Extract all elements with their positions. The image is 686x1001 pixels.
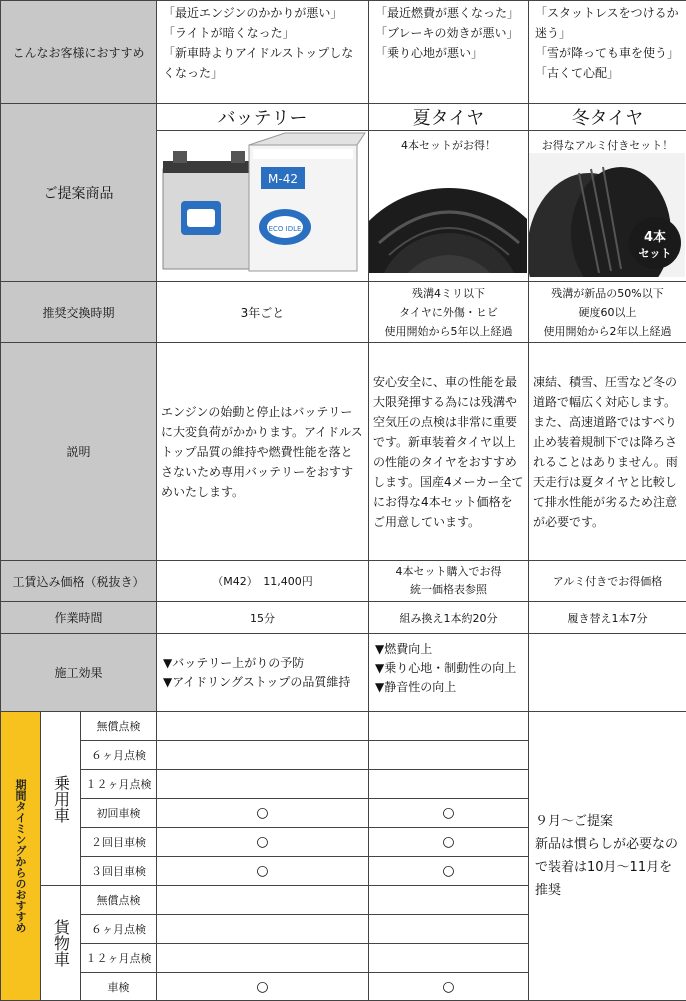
work-time-winter: 履き替え1本7分 (529, 602, 686, 634)
period-label (1, 712, 41, 1001)
effect-line: ▼バッテリー上がりの予防 (163, 654, 362, 673)
timing-mark-summer (369, 741, 529, 770)
timing-mark-summer (369, 770, 529, 799)
need-line: 「スタットレスをつけるか迷う」 (535, 3, 680, 43)
timing-mark-summer (369, 886, 529, 915)
need-line: 「雪が降っても車を使う」 (535, 43, 680, 63)
timing-label: 無償点検 (81, 886, 157, 915)
timing-mark-battery (157, 886, 369, 915)
product-image-summer (369, 131, 529, 282)
need-line: 「ライトが暗くなった」 (163, 23, 362, 43)
category-passenger (41, 712, 81, 886)
header-work-time: 作業時間 (1, 602, 157, 634)
price-line: 4本セット購入でお得 (369, 563, 528, 581)
interval-summer (369, 282, 529, 343)
description-summer: 安心安全に、車の性能を最大限発揮する為には残溝や空気圧の点検は非常に重要です。新車装着タイヤ以上の性能のタイヤをおすすめします。国産4メーカー全てにお得な4本セット価格をご用意しています。 (369, 343, 529, 561)
header-price: 工賃込み価格（税抜き） (1, 561, 157, 602)
header-effect: 施工効果 (1, 634, 157, 712)
product-image-winter (529, 131, 686, 282)
effect-winter (529, 634, 686, 712)
effect-summer (369, 634, 529, 712)
category-cargo (41, 886, 81, 1001)
description-winter: 凍結、積雪、圧雪など冬の道路で幅広く対応します。また、高速道路ではすべり止め装着規制下では降ろされることはありません。雨天走行は夏タイヤと比較して排水性能が劣るため注意が必要です。 (529, 343, 686, 561)
need-line: 「古くて心配」 (535, 63, 680, 83)
timing-label: ６ヶ月点検 (81, 741, 157, 770)
need-line: 「ブレーキの効きが悪い」 (375, 23, 522, 43)
timing-label: ３回目車検 (81, 857, 157, 886)
winter-note-line: ９月～ご提案 (535, 810, 680, 833)
battery-box-badge: ECO IDLE (269, 225, 302, 233)
timing-mark-battery: ○ (157, 857, 369, 886)
winter-tire-illustration (529, 153, 685, 277)
timing-mark-summer: ○ (369, 857, 529, 886)
header-products: ご提案商品 (1, 104, 157, 282)
interval-line: 使用開始から2年以上経過 (529, 322, 686, 341)
effect-line: ▼アイドリングストップの品質維持 (163, 673, 362, 692)
price-summer (369, 561, 529, 602)
winter-note-line: 新品は慣らしが必要なので装着は10月～11月を推奨 (535, 833, 680, 902)
timing-mark-summer (369, 915, 529, 944)
timing-label: １２ヶ月点検 (81, 770, 157, 799)
needs-battery (157, 1, 369, 104)
header-interval: 推奨交換時期 (1, 282, 157, 343)
timing-label: 初回車検 (81, 799, 157, 828)
timing-label: ２回目車検 (81, 828, 157, 857)
interval-line: 使用開始から5年以上経過 (369, 322, 528, 341)
winter-timing-note (529, 712, 686, 1001)
price-battery: （M42） 11,400円 (157, 561, 369, 602)
timing-mark-battery: ○ (157, 799, 369, 828)
timing-mark-battery: ○ (157, 973, 369, 1001)
need-line: 「最近燃費が悪くなった」 (375, 3, 522, 23)
price-winter: アルミ付きでお得価格 (529, 561, 686, 602)
battery-illustration (157, 131, 367, 279)
interval-line: タイヤに外傷・ヒビ (369, 303, 528, 322)
winter-badge-bottom: セット (639, 247, 672, 260)
product-name-battery: バッテリー (157, 104, 369, 131)
timing-label: 車検 (81, 973, 157, 1001)
timing-mark-summer: ○ (369, 973, 529, 1001)
battery-box-label: M-42 (268, 172, 298, 186)
timing-mark-battery (157, 712, 369, 741)
product-name-summer: 夏タイヤ (369, 104, 529, 131)
effect-battery (157, 634, 369, 712)
timing-mark-battery (157, 770, 369, 799)
need-line: 「最近エンジンのかかりが悪い」 (163, 3, 362, 23)
interval-line: 硬度60以上 (529, 303, 686, 322)
interval-line: 残溝4ミリ以下 (369, 284, 528, 303)
timing-mark-battery (157, 915, 369, 944)
timing-label: １２ヶ月点検 (81, 944, 157, 973)
category-cargo-text: 貨物車 (48, 919, 74, 967)
category-passenger-text: 乗用車 (48, 775, 74, 823)
effect-line: ▼燃費向上 (375, 640, 522, 659)
period-text: 期間タイミングからのおすすめ (9, 779, 32, 933)
interval-winter (529, 282, 686, 343)
summer-tire-illustration (369, 153, 527, 273)
needs-summer (369, 1, 529, 104)
winter-badge-top: 4本 (644, 229, 666, 245)
product-name-winter: 冬タイヤ (529, 104, 686, 131)
timing-mark-summer: ○ (369, 799, 529, 828)
interval-battery: 3年ごと (157, 282, 369, 343)
needs-winter (529, 1, 686, 104)
effect-line: ▼静音性の向上 (375, 678, 522, 697)
need-line: 「新車時よりアイドルストップしなくなった」 (163, 43, 362, 83)
work-time-summer: 組み換え1本約20分 (369, 602, 529, 634)
interval-line: 残溝が新品の50%以下 (529, 284, 686, 303)
timing-mark-summer: ○ (369, 828, 529, 857)
winter-note: お得なアルミ付きセット！ (529, 131, 686, 153)
header-recommend: こんなお客様におすすめ (1, 1, 157, 104)
timing-mark-summer (369, 712, 529, 741)
product-image-battery (157, 131, 369, 282)
timing-mark-battery: ○ (157, 828, 369, 857)
timing-mark-battery (157, 944, 369, 973)
work-time-battery: 15分 (157, 602, 369, 634)
timing-label: 無償点検 (81, 712, 157, 741)
timing-mark-summer (369, 944, 529, 973)
need-line: 「乗り心地が悪い」 (375, 43, 522, 63)
timing-label: ６ヶ月点検 (81, 915, 157, 944)
summer-note: 4本セットがお得！ (369, 131, 528, 153)
description-battery: エンジンの始動と停止はバッテリーに大変負荷がかかります。アイドルストップ品質の維持や燃費性能を落とさないため専用バッテリーをおすすめいたします。 (157, 343, 369, 561)
header-description: 説明 (1, 343, 157, 561)
timing-mark-battery (157, 741, 369, 770)
effect-line: ▼乗り心地・制動性の向上 (375, 659, 522, 678)
price-line: 統一価格表参照 (369, 581, 528, 599)
